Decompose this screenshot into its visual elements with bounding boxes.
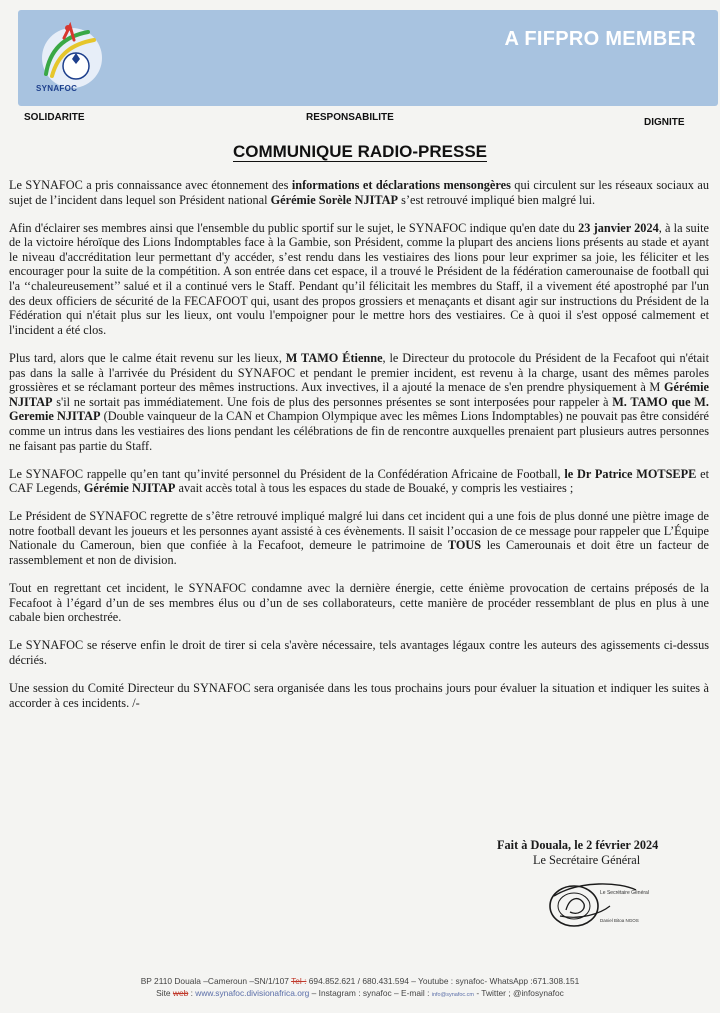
paragraph-2 [9,221,709,338]
emphasis-text: Gérémie NJITAP [83,481,176,496]
paragraph-6 [9,581,709,625]
footer-twitter: - Twitter ; @infosynafoc [474,988,564,998]
signoff [497,838,697,868]
paragraph-text: Tout en regrettant cet incident, le SYNAFOC condamne avec la dernière énergie, cette énième provocation de certains préposés de la Fecafoot à l’égard d’un de ses membres élus ou d’un de ses collaborateurs, cette manière de procéder ressemblant de plus en plus à une cabale bien orchestrée. [9,581,709,625]
fifpro-member-label: A FIFPRO MEMBER [504,28,696,50]
emphasis-text: le Dr Patrice MOTSEPE [564,466,697,481]
document-title-text: COMMUNIQUE RADIO-PRESSE [232,142,488,161]
paragraph-3 [9,351,709,453]
emphasis-text: TOUS [447,538,482,553]
letterhead-band [18,10,718,106]
paragraph-text: Le SYNAFOC se réserve enfin le droit de tirer si cela s'avère nécessaire, tels avantages légaux contre les auteurs des agissements ci-dessus décriés. [9,638,709,668]
paragraph-7 [9,638,709,667]
footer-instagram: – Instagram : synafoc – E-mail : [309,988,432,998]
emphasis-text: M TAMO Étienne [285,350,383,365]
paragraph-text: s'il ne sortait pas immédiatement. Une fois de plus des personnes présentes se sont interposées pour rappeler à [52,394,613,409]
signatory-role: Le Secrétaire Général [533,853,641,867]
footer-line-1 [0,975,720,987]
document-title [0,142,720,162]
paragraph-text: , à la suite de la victoire héroïque des Lions Indomptables face à la Gambie, son Président, comme la plupart des anciens lions présents au stade et ayant le niveau d'accréditation leur permettant d'y accéder, s’est rendu dans les vestiaires des lions pour leur exprimer sa joie, les féliciter et les encourager pour la suite de la compétition. A son entrée dans cet espace, il a trouvé le Président de la fédération camerounaise de football qui l'a ‘‘chaleureusement’’ salué et il a continué vers le Staff. Pendant qu’il félicitait les membres du Staff, il a vivement été apostrophé par l'un des deux officiers de sécurité de la FECAFOOT qui, usant des propos grossiers et menaçants et disant agir sur instructions du Président de la Fédération qui n'était plus sur les lieux, ont voulu l'empoigner pour le mettre hors des vestiaires. Ce à quoi il s'est opposé calmement et l'incident a été clos. [9,220,709,337]
paragraph-text: Le Président de SYNAFOC regrette de s’être retrouvé impliqué malgré lui dans cet incident qui a une fois de plus donné une piètre image de notre football devant les joueurs et les personnes ayant assisté à ces évènements. Il saisit l’occasion de ce message pour rappeler que L’Équipe Nationale du Cameroun, bien que confiée à la Fecafoot, demeure le patrimoine de [9,509,709,553]
emphasis-text: Gérémie Sorèle NJITAP [270,192,399,207]
paragraph-8 [9,681,709,710]
paragraph-text: Plus tard, alors que le calme était revenu sur les lieux, [9,350,286,365]
paragraph-text: s’est retrouvé impliqué bien malgré lui. [398,192,596,207]
paragraph-text: qui circulent sur les réseaux sociaux au sujet de l’incident dans lequel son Président national [9,178,709,207]
paragraph-text: , le Directeur du protocole du Président de la Fecafoot qui n'était pas dans la salle à l'arrivée du Président du SYNAFOC et pendant le premier incident, est revenu à la charge, usant des mêmes paroles grossières et se réclamant porteur des mêmes instructions. Aux invectives, il a ajouté la menace de s'en prendre physiquement à M [9,350,709,395]
paragraph-text: (Double vainqueur de la CAN et Champion Olympique avec les mêmes Lions Indomptables) ne pouvait pas être considéré comme un intrus dans les vestiaires des lions pendant les célébrations de fin de rencontre auxquelles prenaient part plusieurs autres personnes ne faisant pas partie du Staff. [9,409,709,453]
paragraph-text: les Camerounais et doit être un facteur de rassemblement et non de division. [9,538,709,568]
motto-responsabilite: RESPONSABILITE [306,112,394,123]
paragraph-4 [9,467,709,496]
place-date: Fait à Douala, le 2 février 2024 [497,838,659,852]
paragraph-text: avait accès total à tous les espaces du stade de Bouaké, y compris les vestiaires ; [175,481,574,496]
emphasis-text: 23 janvier 2024 [578,220,659,235]
footer-contacts [0,975,720,1001]
paragraph-5 [9,509,709,567]
stamp-name: Daniel Bitoa NGOS [600,918,639,923]
footer-phones: 694.852.621 / 680.431.594 – Youtube : synafoc- WhatsApp :671.308.151 [306,976,580,986]
paragraph-text: Le SYNAFOC a pris connaissance avec étonnement des [9,178,292,192]
communique-body [9,178,709,724]
paragraph-text: Une session du Comité Directeur du SYNAFOC sera organisée dans les tous prochains jours pour évaluer la situation et indiquer les suites à accorder à ces incidents. /- [9,681,709,710]
footer-sep: : [188,988,196,998]
footer-tel-label: Tel : [291,976,307,986]
emphasis-text: M. TAMO que M. Geremie NJITAP [9,394,709,424]
emphasis-text: informations et déclarations mensongères [291,178,511,192]
footer-line-2 [0,987,720,1001]
footer-site-label: Site [156,988,173,998]
motto-dignite: DIGNITE [644,117,685,128]
motto-solidarite: SOLIDARITE [24,112,85,123]
footer-email-link[interactable]: info@synafoc.cm [431,992,475,998]
footer-web-label: web [172,988,189,998]
paragraph-text: Le SYNAFOC rappelle qu’en tant qu’invité personnel du Président de la Confédération Africaine de Football, [9,466,565,481]
footer-website-link[interactable]: www.synafoc.divisionafrica.org [195,988,310,998]
paragraph-1 [9,178,709,207]
paragraph-text: et CAF Legends, [9,466,709,496]
official-stamp-icon [540,876,660,936]
emphasis-text: Gérémie NJITAP [9,380,709,409]
paragraph-text: Afin d'éclairer ses membres ainsi que l'ensemble du public sportif sur le sujet, le SYNAFOC indique qu'en date du [9,220,579,235]
footer-address: BP 2110 Douala –Cameroun –SN/1/107 [140,976,292,986]
logo-caption: SYNAFOC [36,84,78,93]
stamp-title: Le Secrétaire Général [600,890,649,896]
